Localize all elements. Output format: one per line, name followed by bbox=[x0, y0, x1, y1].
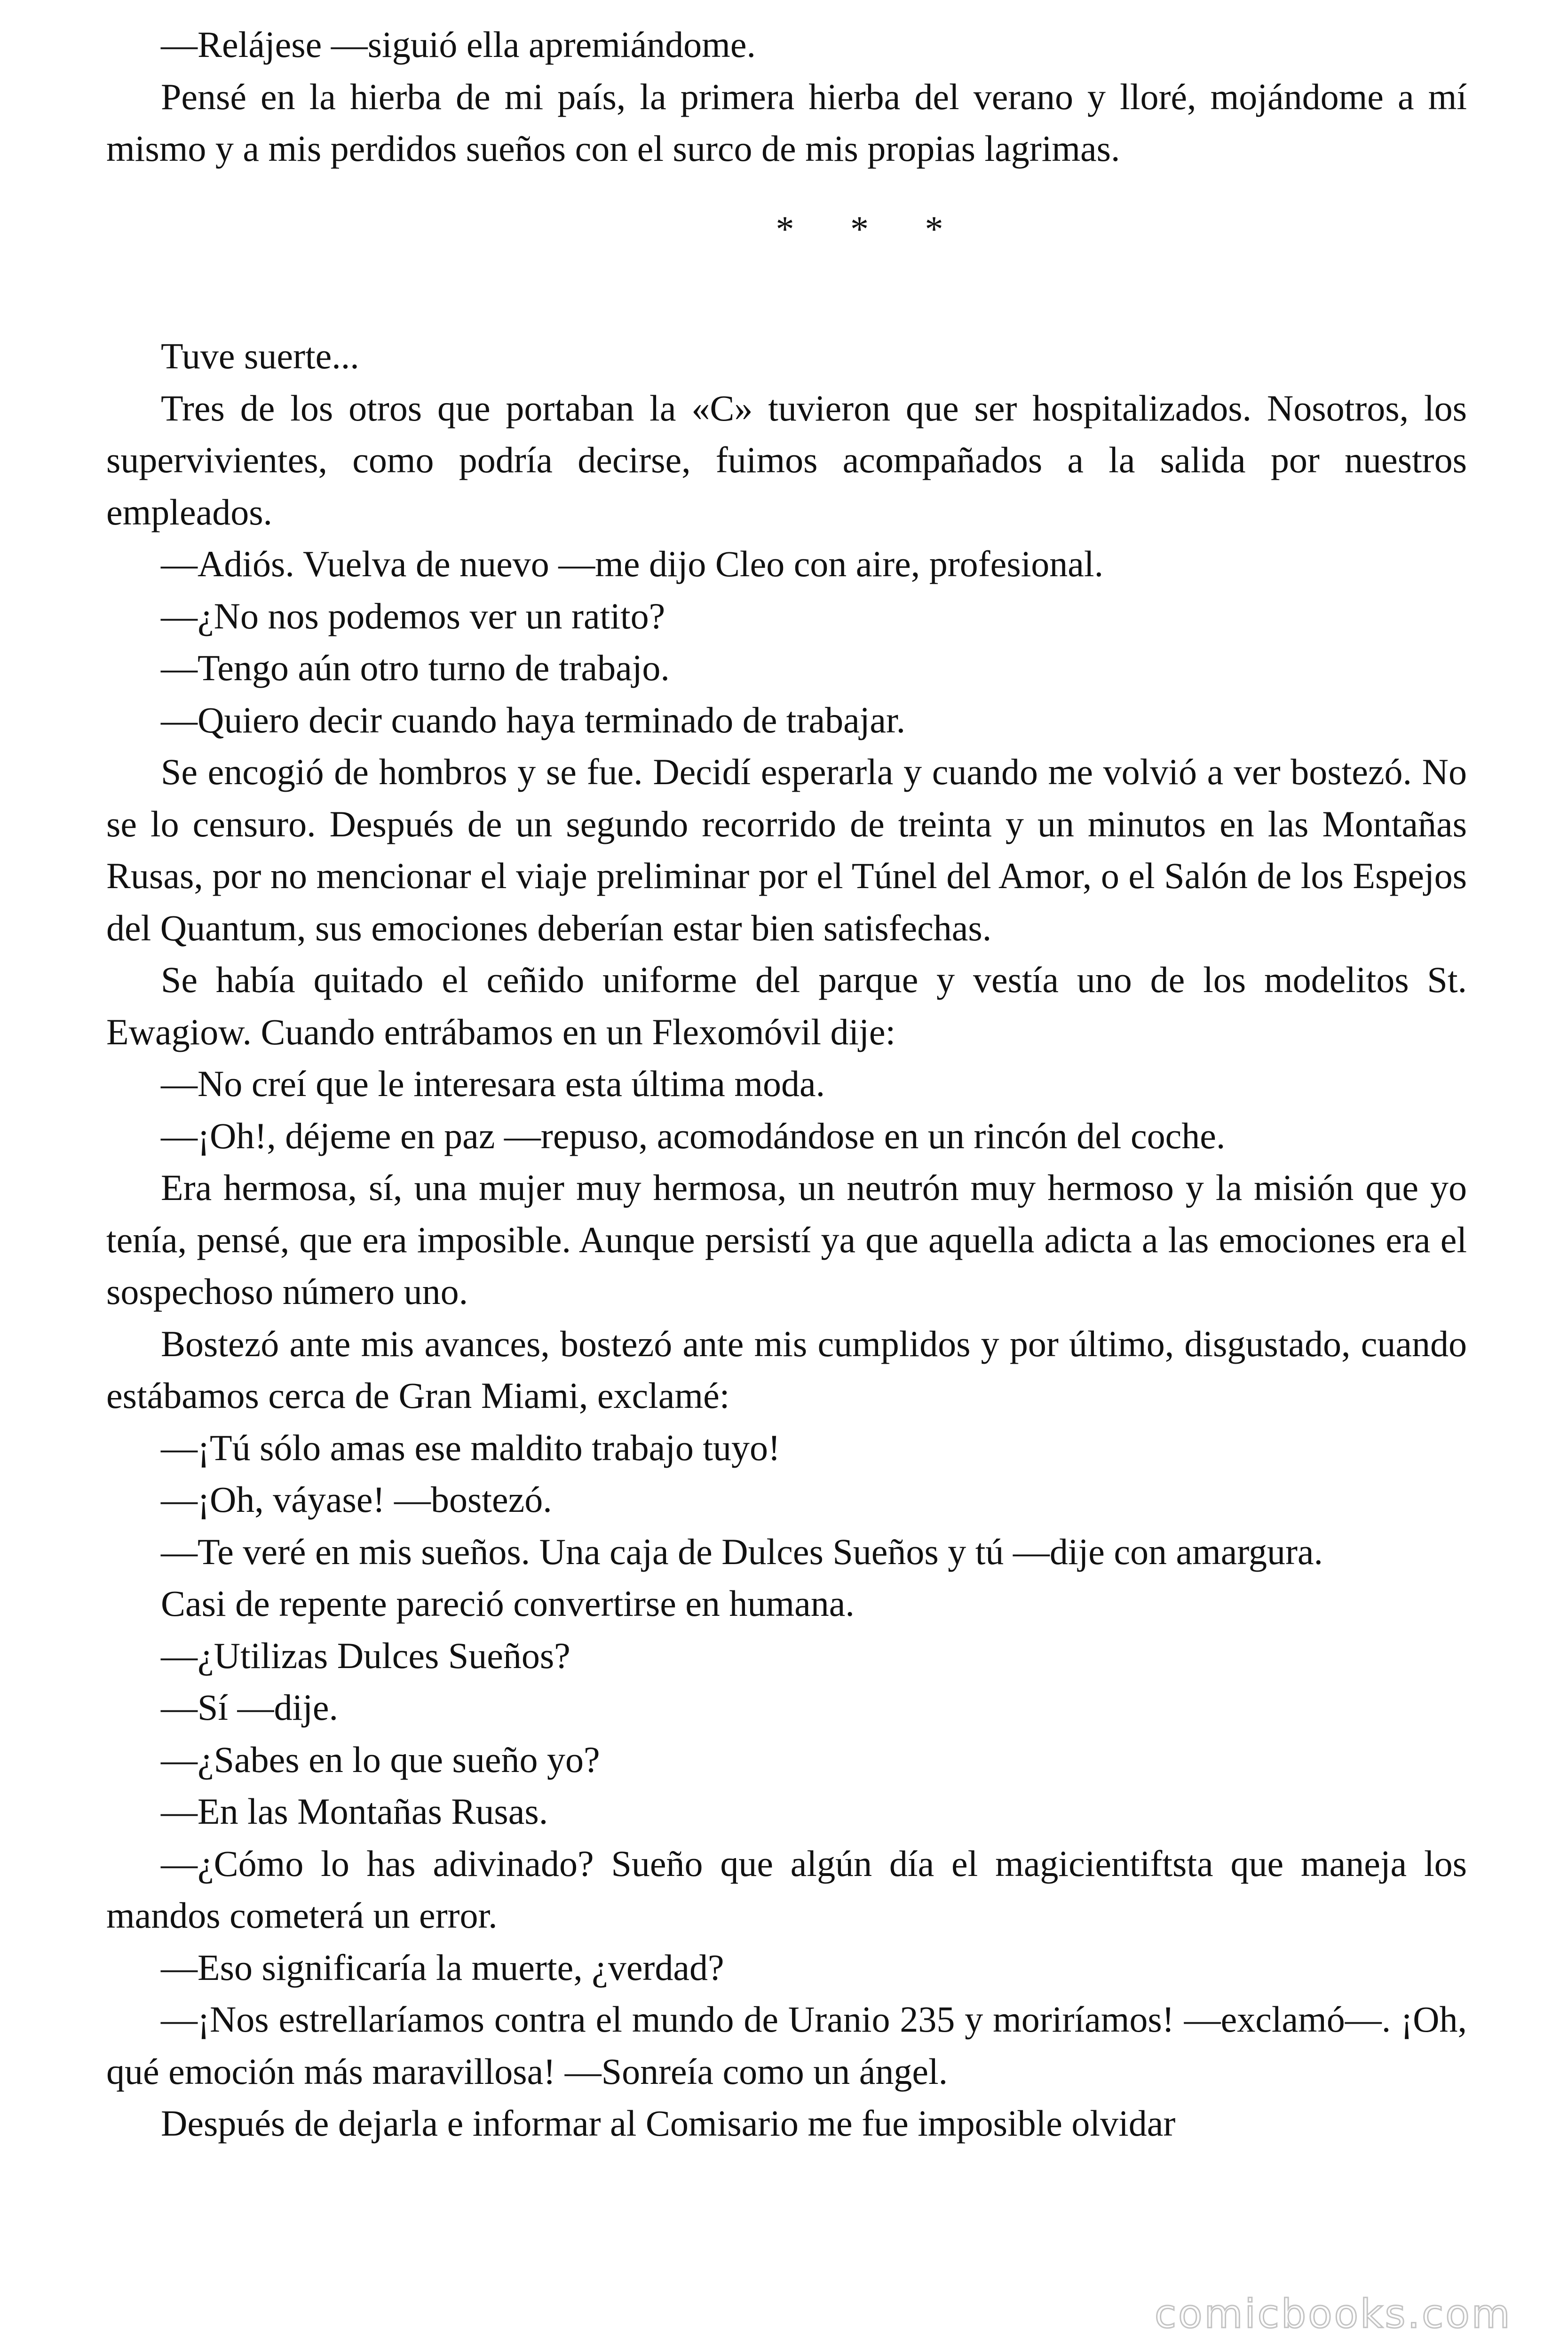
paragraph: Pensé en la hierba de mi país, la primera hierba del verano y lloré, mojándome a mí mismo y a mis perdidos sueños con el surco de mis propias lagrimas. bbox=[106, 76, 1467, 169]
paragraph: Se encogió de hombros y se fue. Decidí esperarla y cuando me volvió a ver bostezó. No se lo censuro. Después de un segundo recorrido de treinta y un minutos en las Montañas Rusas, por no mencionar el viaje preliminar por el Túnel del Amor, o el Salón de los Espejos del Quantum, sus emociones deberían estar bien satisfechas. bbox=[106, 751, 1467, 948]
paragraph: —¡Nos estrellaríamos contra el mundo de Uranio 235 y moriríamos! —exclamó—. ¡Oh, qué emoción más maravillosa! —Sonreía como un ángel. bbox=[106, 1999, 1467, 2092]
paragraph: Se había quitado el ceñido uniforme del parque y vestía uno de los modelitos St. Ewagiow. Cuando entrábamos en un Flexomóvil dije: bbox=[106, 959, 1467, 1052]
paragraph: —¡Oh, váyase! —bostezó. bbox=[161, 1479, 552, 1520]
paragraph: —No creí que le interesara esta última moda. bbox=[161, 1063, 825, 1104]
paragraph: Tres de los otros que portaban la «C» tuvieron que ser hospitalizados. Nosotros, los supervivientes, como podría decirse, fuimos acompañados a la salida por nuestros empleados. bbox=[106, 387, 1467, 532]
paragraph: —¿Cómo lo has adivinado? Sueño que algún día el magicientiftsta que maneja los mandos cometerá un error. bbox=[106, 1843, 1467, 1936]
paragraph: —Sí —dije. bbox=[161, 1687, 339, 1728]
paragraph: —Quiero decir cuando haya terminado de trabajar. bbox=[161, 699, 906, 740]
watermark: comicbooks.com bbox=[1155, 2291, 1512, 2337]
section-separator: * * * bbox=[776, 208, 943, 249]
paragraph: —¿Utilizas Dulces Sueños? bbox=[161, 1635, 570, 1676]
paragraph: Después de dejarla e informar al Comisario me fue imposible olvidar bbox=[161, 2103, 1176, 2144]
paragraph: —En las Montañas Rusas. bbox=[161, 1791, 548, 1832]
body-text bbox=[106, 19, 1467, 2150]
paragraph: —¡Oh!, déjeme en paz —repuso, acomodándose en un rincón del coche. bbox=[161, 1115, 1226, 1156]
paragraph: —¿No nos podemos ver un ratito? bbox=[161, 595, 665, 636]
paragraph: —Eso significaría la muerte, ¿verdad? bbox=[161, 1947, 724, 1988]
paragraph: —¡Tú sólo amas ese maldito trabajo tuyo! bbox=[161, 1427, 781, 1468]
paragraph: Era hermosa, sí, una mujer muy hermosa, un neutrón muy hermoso y la misión que yo tenía, pensé, que era imposible. Aunque persistí ya que aquella adicta a las emociones era el sospechoso número uno. bbox=[106, 1167, 1467, 1312]
paragraph: Tuve suerte... bbox=[161, 335, 359, 376]
paragraph: Casi de repente pareció convertirse en humana. bbox=[161, 1583, 855, 1624]
paragraph: —Te veré en mis sueños. Una caja de Dulces Sueños y tú —dije con amargura. bbox=[161, 1531, 1323, 1572]
paragraph: Bostezó ante mis avances, bostezó ante mis cumplidos y por último, disgustado, cuando estábamos cerca de Gran Miami, exclamé: bbox=[106, 1323, 1467, 1416]
paragraph: —Adiós. Vuelva de nuevo —me dijo Cleo con aire, profesional. bbox=[161, 543, 1104, 584]
paragraph: —¿Sabes en lo que sueño yo? bbox=[161, 1739, 600, 1780]
paragraph: —Tengo aún otro turno de trabajo. bbox=[161, 647, 670, 688]
paragraph: —Relájese —siguió ella apremiándome. bbox=[161, 24, 756, 65]
